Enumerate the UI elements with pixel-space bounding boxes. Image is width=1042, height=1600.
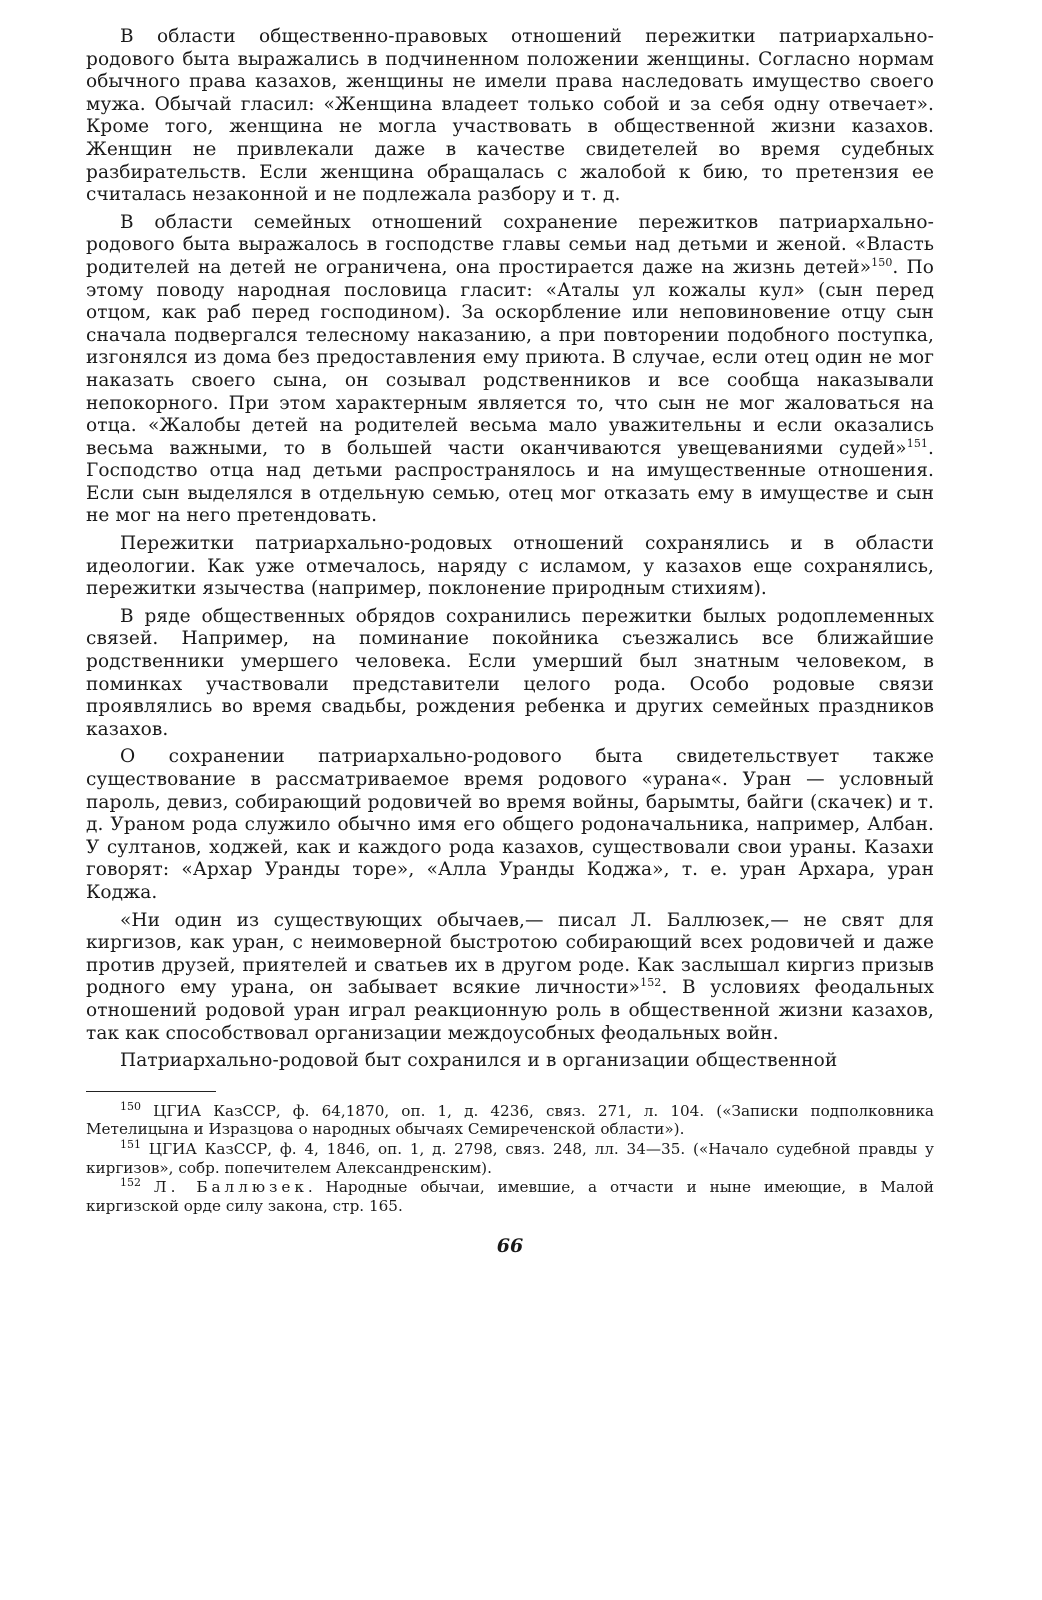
paragraph-2-text-c: . Господство отца над детьми распространялось и на имущественные отношения. Если сын выделялся в отдельную семью, отец мог отказать ему в имуществе и сын не мог на него претендовать.: [86, 437, 934, 527]
footnote-152-author: Л. Баллюзек: [153, 1178, 308, 1197]
footnote-number-150: 150: [120, 1099, 141, 1113]
footnote-150: [86, 1099, 934, 1139]
paragraph-7: [86, 1050, 934, 1073]
paragraph-6-text-b: . В условиях феодальных отношений родовой уран играл реакционную роль в общественной жизни казахов, так как способствовал организации междоусобных феодальных войн.: [86, 977, 934, 1044]
paragraph-6: [86, 910, 934, 1046]
paragraph-3: [86, 533, 934, 601]
paragraph-6-text-a: «Ни один из существующих обычаев,— писал Л. Баллюзек,— не свят для киргизов, как уран, с неимоверной быстротою собирающий всех родовичей и даже против друзей, приятелей и сватьев их в другом роде. Как заслышал киргиз призыв родного ему урана, он забывает всякие личности»: [86, 909, 934, 999]
footnote-ref-150: 150: [871, 255, 893, 269]
paragraph-4-text: В ряде общественных обрядов сохранились пережитки былых родоплеменных связей. Например, на поминание покойника съезжались все ближайшие родственники умершего человека. Если умерший был знатным человеком, в поминках участвовали представители целого рода. Особо родовые связи проявлялись во время свадьбы, рождения ребенка и других семейных праздников казахов.: [86, 605, 934, 740]
footnote-152: [86, 1178, 934, 1215]
paragraph-2: [86, 212, 934, 528]
footnote-152-text: . Народные обычаи, имевшие, а отчасти и ныне имеющие, в Малой киргизской орде силу закона, стр. 165.: [86, 1178, 934, 1215]
paragraph-3-text: Пережитки патриархально-родовых отношений сохранялись и в области идеологии. Как уже отмечалось, наряду с исламом, у казахов еще сохранялись, пережитки язычества (например, поклонение природным стихиям).: [86, 533, 934, 600]
footnote-ref-151: 151: [906, 436, 929, 450]
paragraph-7-text: Патриархально-родовой быт сохранился и в организации общественной: [120, 1050, 838, 1072]
footnote-ref-152: 152: [640, 976, 662, 990]
footnote-151-text: ЦГИА КазССР, ф. 4, 1846, оп. 1, д. 2798, связ. 248, лл. 34—35. («Начало судебной правды у киргизов», собр. попечителем Александренским).: [86, 1139, 934, 1177]
book-page: [86, 26, 934, 1257]
paragraph-5-text: О сохранении патриархально-родового быта свидетельствует также существование в рассматриваемое время родового «урана«. Уран — условный пароль, девиз, собирающий родовичей во время войны, барымты, байги (скачек) и т. д. Ураном рода служило обычно имя его общего родоначальника, например, Албан. У султанов, ходжей, как и каждого рода казахов, существовали свои ураны. Казахи говорят: «Архар Уранды торе», «Алла Уранды Коджа», т. е. уран Архара, уран Коджа.: [86, 746, 934, 903]
paragraph-2-text-b: . По этому поводу народная пословица гласит: «Аталы ул кожалы кул» (сын перед отцом, как раб перед господином). За оскорбление или неповиновение отцу сын сначала подвергался телесному наказанию, а при повторении подобного поступка, изгонялся из дома без предоставления ему приюта. В случае, если отец один не мог наказать своего сына, он созывал родственников и все сообща наказывали непокорного. При этом характерным является то, что сын не мог жаловаться на отца. «Жалобы детей на родителей весьма мало уважительны и если оказались весьма важными, то в большей части оканчиваются увещеваниями судей»: [86, 256, 934, 459]
paragraph-1-text: В области общественно-правовых отношений пережитки патриархально-родового быта выражались в подчиненном положении женщины. Согласно нормам обычного права казахов, женщины не имели права наследовать имущество своего мужа. Обычай гласил: «Женщина владеет только собой и за себя одну отвечает». Кроме того, женщина не могла участвовать в общественной жизни казахов. Женщин не привлекали даже в качестве свидетелей во время судебных разбирательств. Если женщина обращалась с жалобой к бию, то претензия ее считалась незаконной и не подлежала разбору и т. д.: [86, 26, 934, 206]
paragraph-5: [86, 746, 934, 904]
footnote-number-152: 152: [120, 1176, 141, 1190]
paragraph-2-text-a: В области семейных отношений сохранение пережитков патриархально-родового быта выражалось в господстве главы семьи над детьми и женой. «Власть родителей на детей не ограничена, она простирается даже на жизнь детей»: [86, 211, 934, 278]
footnote-number-151: 151: [120, 1137, 141, 1151]
footnote-150-text: ЦГИА КазССР, ф. 64,1870, оп. 1, д. 4236, связ. 271, л. 104. («Записки подполковника Метелицына и Изразцова о народных обычаях Семиреченской области»).: [86, 1101, 934, 1139]
page-number: 66: [496, 1235, 524, 1258]
paragraph-4: [86, 606, 934, 742]
footnote-divider: [86, 1091, 216, 1092]
footnote-151: [86, 1137, 934, 1177]
paragraph-1: [86, 26, 934, 207]
